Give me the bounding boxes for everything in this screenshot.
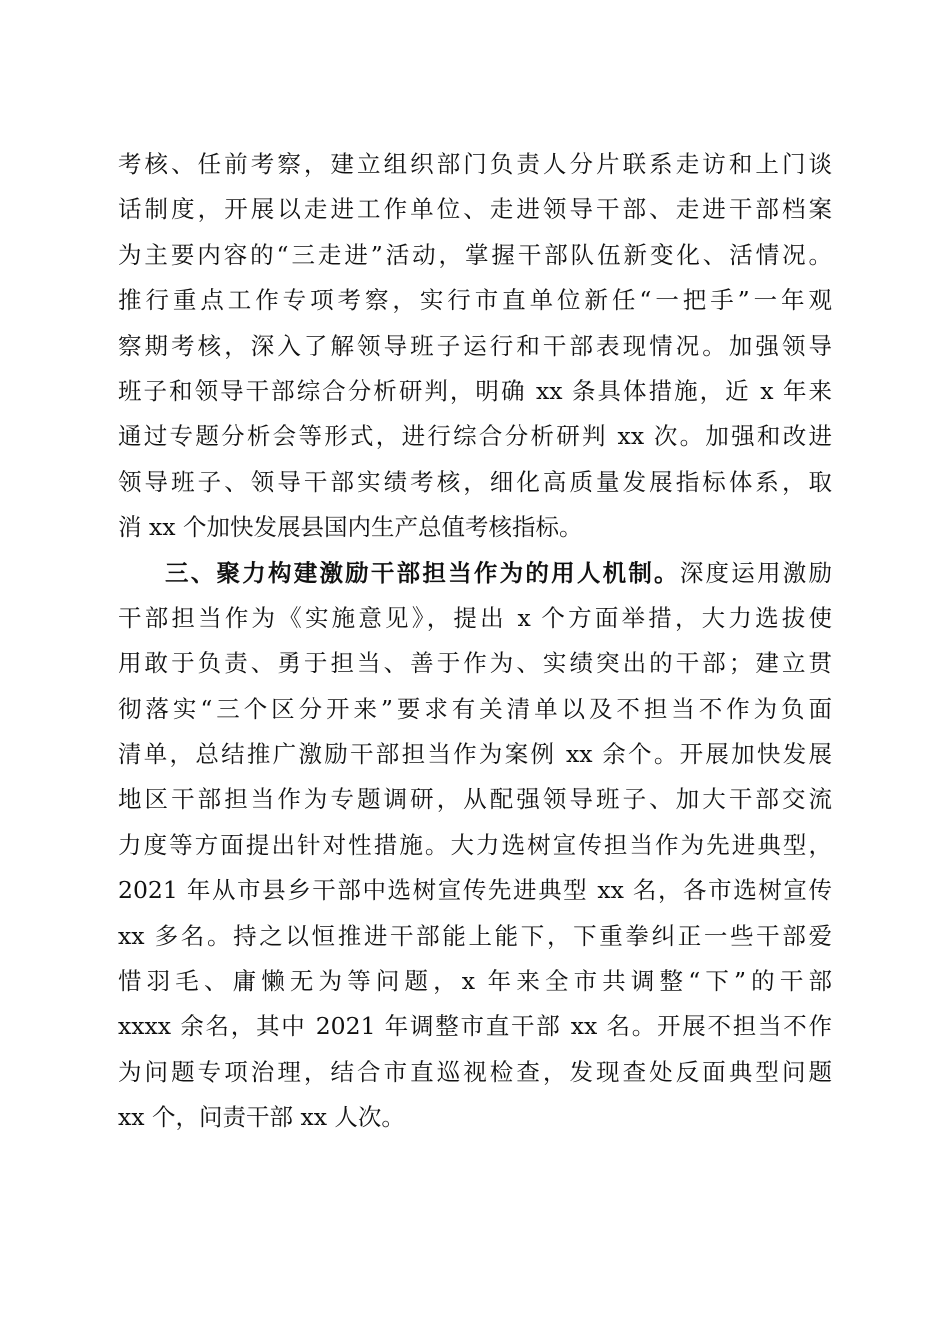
- heading-line: [118, 551, 832, 596]
- paragraph-1: [118, 142, 832, 551]
- paragraph-2: [118, 551, 832, 1141]
- text-line: 推行重点工作专项考察，实行市直单位新任“一把手”一年观: [118, 286, 832, 315]
- text-line: 惜羽毛、庸懒无为等问题，x 年来全市共调整“下”的干部: [118, 967, 832, 996]
- text-line: 2021 年从市县乡干部中选树宣传先进典型 xx 名，各市选树宣传: [118, 876, 832, 905]
- text-line: 班子和领导干部综合分析研判，明确 xx 条具体措施，近 x 年来: [118, 376, 832, 405]
- text-line: xx 个，问责干部 xx 人次。: [118, 1103, 405, 1132]
- text-line: 清单，总结推广激励干部担当作为案例 xx 余个。开展加快发展: [118, 740, 832, 769]
- text-line: 为主要内容的“三走进”活动，掌握干部队伍新变化、活情况。: [118, 240, 832, 269]
- text-line: 考核、任前考察，建立组织部门负责人分片联系走访和上门谈: [118, 150, 832, 178]
- document-body: [118, 142, 832, 1141]
- text-line: xx 多名。持之以恒推进干部能上能下，下重拳纠正一些干部爱: [118, 921, 832, 950]
- text-line: 消 xx 个加快发展县国内生产总值考核指标。: [118, 513, 583, 542]
- text-line: 用敢于负责、勇于担当、善于作为、实绩突出的干部；建立贯: [118, 649, 832, 678]
- text-line: xxxx 余名，其中 2021 年调整市直干部 xx 名。开展不担当不作: [118, 1012, 832, 1041]
- text-line: 为问题专项治理，结合市直巡视检查，发现查处反面典型问题: [118, 1057, 832, 1086]
- text-line: 通过专题分析会等形式，进行综合分析研判 xx 次。加强和改进: [118, 422, 832, 451]
- text-line: 彻落实“三个区分开来”要求有关清单以及不担当不作为负面: [118, 694, 832, 723]
- heading-line-rest: 深度运用激励: [679, 558, 833, 587]
- text-line: 干部担当作为《实施意见》，提出 x 个方面举措，大力选拔使: [118, 603, 832, 632]
- text-line: 话制度，开展以走进工作单位、走进领导干部、走进干部档案: [118, 195, 832, 224]
- text-line: 力度等方面提出针对性措施。大力选树宣传担当作为先进典型，: [118, 830, 832, 859]
- text-line: 察期考核，深入了解领导班子运行和干部表现情况。加强领导: [118, 331, 832, 360]
- text-line: 领导班子、领导干部实绩考核，细化高质量发展指标体系，取: [118, 467, 832, 496]
- text-line: 地区干部担当作为专题调研，从配强领导班子、加大干部交流: [118, 785, 832, 814]
- section-heading: 三、聚力构建激励干部担当作为的用人机制。: [165, 558, 680, 587]
